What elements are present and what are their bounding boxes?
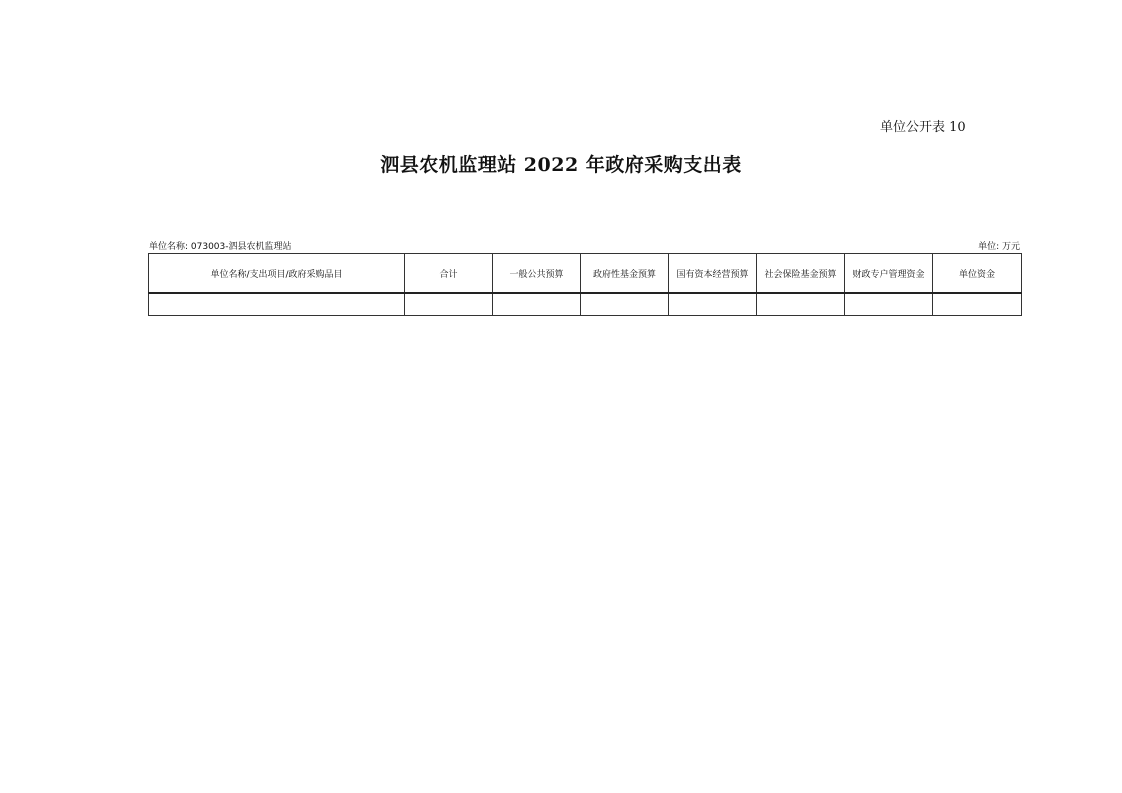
table-cell: [149, 293, 405, 316]
unit-measure-label: 单位: 万元: [978, 242, 1020, 252]
procurement-expenditure-table: [148, 253, 1022, 316]
page-title: 泗县农机监理站 2022 年政府采购支出表: [380, 154, 742, 176]
column-header-state-capital-budget: 国有资本经营预算: [669, 254, 757, 294]
table-cell: [933, 293, 1022, 316]
table-cell: [405, 293, 493, 316]
table-cell: [845, 293, 933, 316]
unit-name-label: 单位名称: 073003-泗县农机监理站: [149, 242, 292, 252]
table-cell: [757, 293, 845, 316]
table-cell: [581, 293, 669, 316]
form-code-label: 单位公开表 10: [880, 120, 966, 135]
column-header-social-insurance-budget: 社会保险基金预算: [757, 254, 845, 294]
column-header-unit-funds: 单位资金: [933, 254, 1022, 294]
table-row: [149, 293, 1022, 316]
column-header-item: 单位名称/支出项目/政府采购品目: [149, 254, 405, 294]
column-header-total: 合计: [405, 254, 493, 294]
table-cell: [493, 293, 581, 316]
column-header-special-account-funds: 财政专户管理资金: [845, 254, 933, 294]
column-header-gov-fund-budget: 政府性基金预算: [581, 254, 669, 294]
table-cell: [669, 293, 757, 316]
column-header-general-budget: 一般公共预算: [493, 254, 581, 294]
table-header-row: [149, 254, 1022, 294]
